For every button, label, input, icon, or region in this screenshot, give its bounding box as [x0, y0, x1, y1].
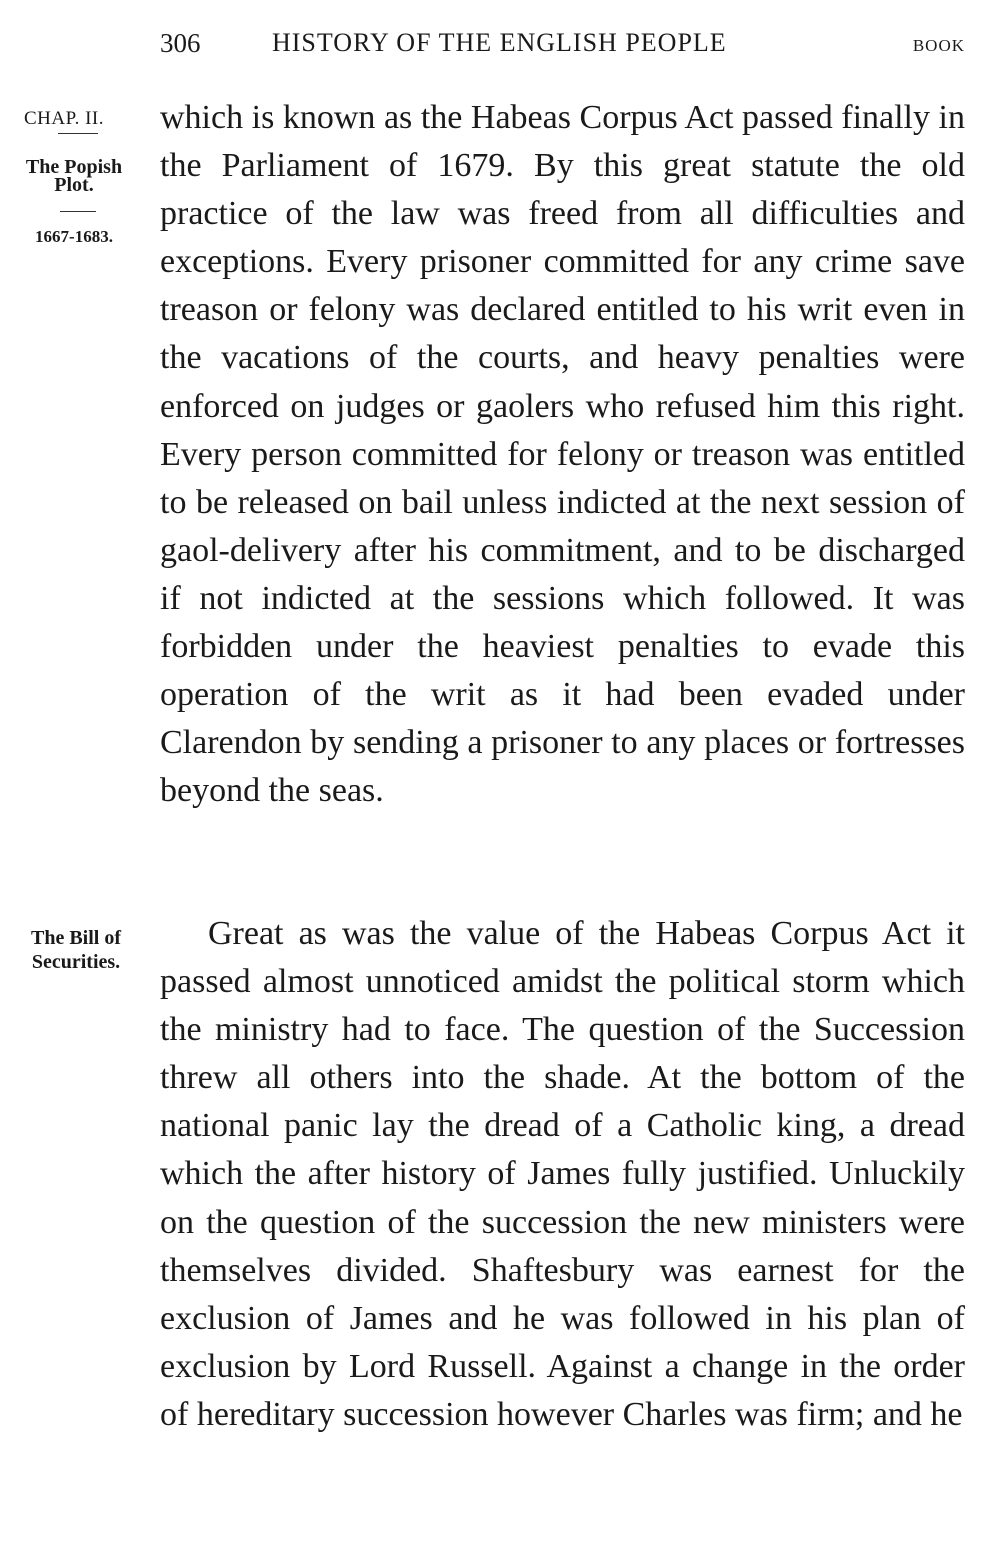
page-number: 306 — [160, 28, 201, 58]
book-label: BOOK — [912, 36, 965, 55]
chapter-label: CHAP. II. — [24, 108, 104, 129]
body-paragraph-2: Great as was the value of the Habeas Corpus Act it passed almost unnoticed amidst the political storm which the ministry had to face. The question of the Succession threw all others into the shade. At the bottom of the national panic lay the dread of a Catholic king, a dread which the after history of James fully justified. Unluckily on the question of the succession the new ministers were themselves divided. Shaftesbury was earnest for the exclusion of James and he was followed in his plan of exclusion by Lord Russell. Against a change in the order of hereditary succession however Charles was firm; and he — [160, 915, 965, 1433]
margin-years: 1667-1683. — [35, 227, 113, 246]
running-title: HISTORY OF THE ENGLISH PEOPLE — [272, 28, 727, 57]
margin-note-bill-of-securities: The Bill of Securities. — [30, 927, 121, 973]
chapter-rule — [58, 133, 98, 134]
running-header — [160, 28, 965, 68]
body-paragraph-1: which is known as the Habeas Corpus Act passed finally in the Parliament of 1679. By this great statute the old practice of the law was freed from all difficulties and exceptions. Every prisoner committed for any crime save treason or felony was declared entitled to his writ even in the vacations of the courts, and heavy penalties were enforced on judges or gaolers who refused him this right. Every person committed for felony or treason was entitled to be released on bail unless indicted at the next session of gaol-delivery after his commitment, and to be discharged if not indicted at the sessions which followed. It was forbidden under the heaviest penalties to evade this operation of the writ as it had been evaded under Clarendon by sending a prisoner to any places or fortresses beyond the seas. — [160, 99, 965, 810]
margin-note-popish-plot: The Popish Plot. — [25, 156, 123, 196]
margin-rule — [60, 211, 96, 212]
